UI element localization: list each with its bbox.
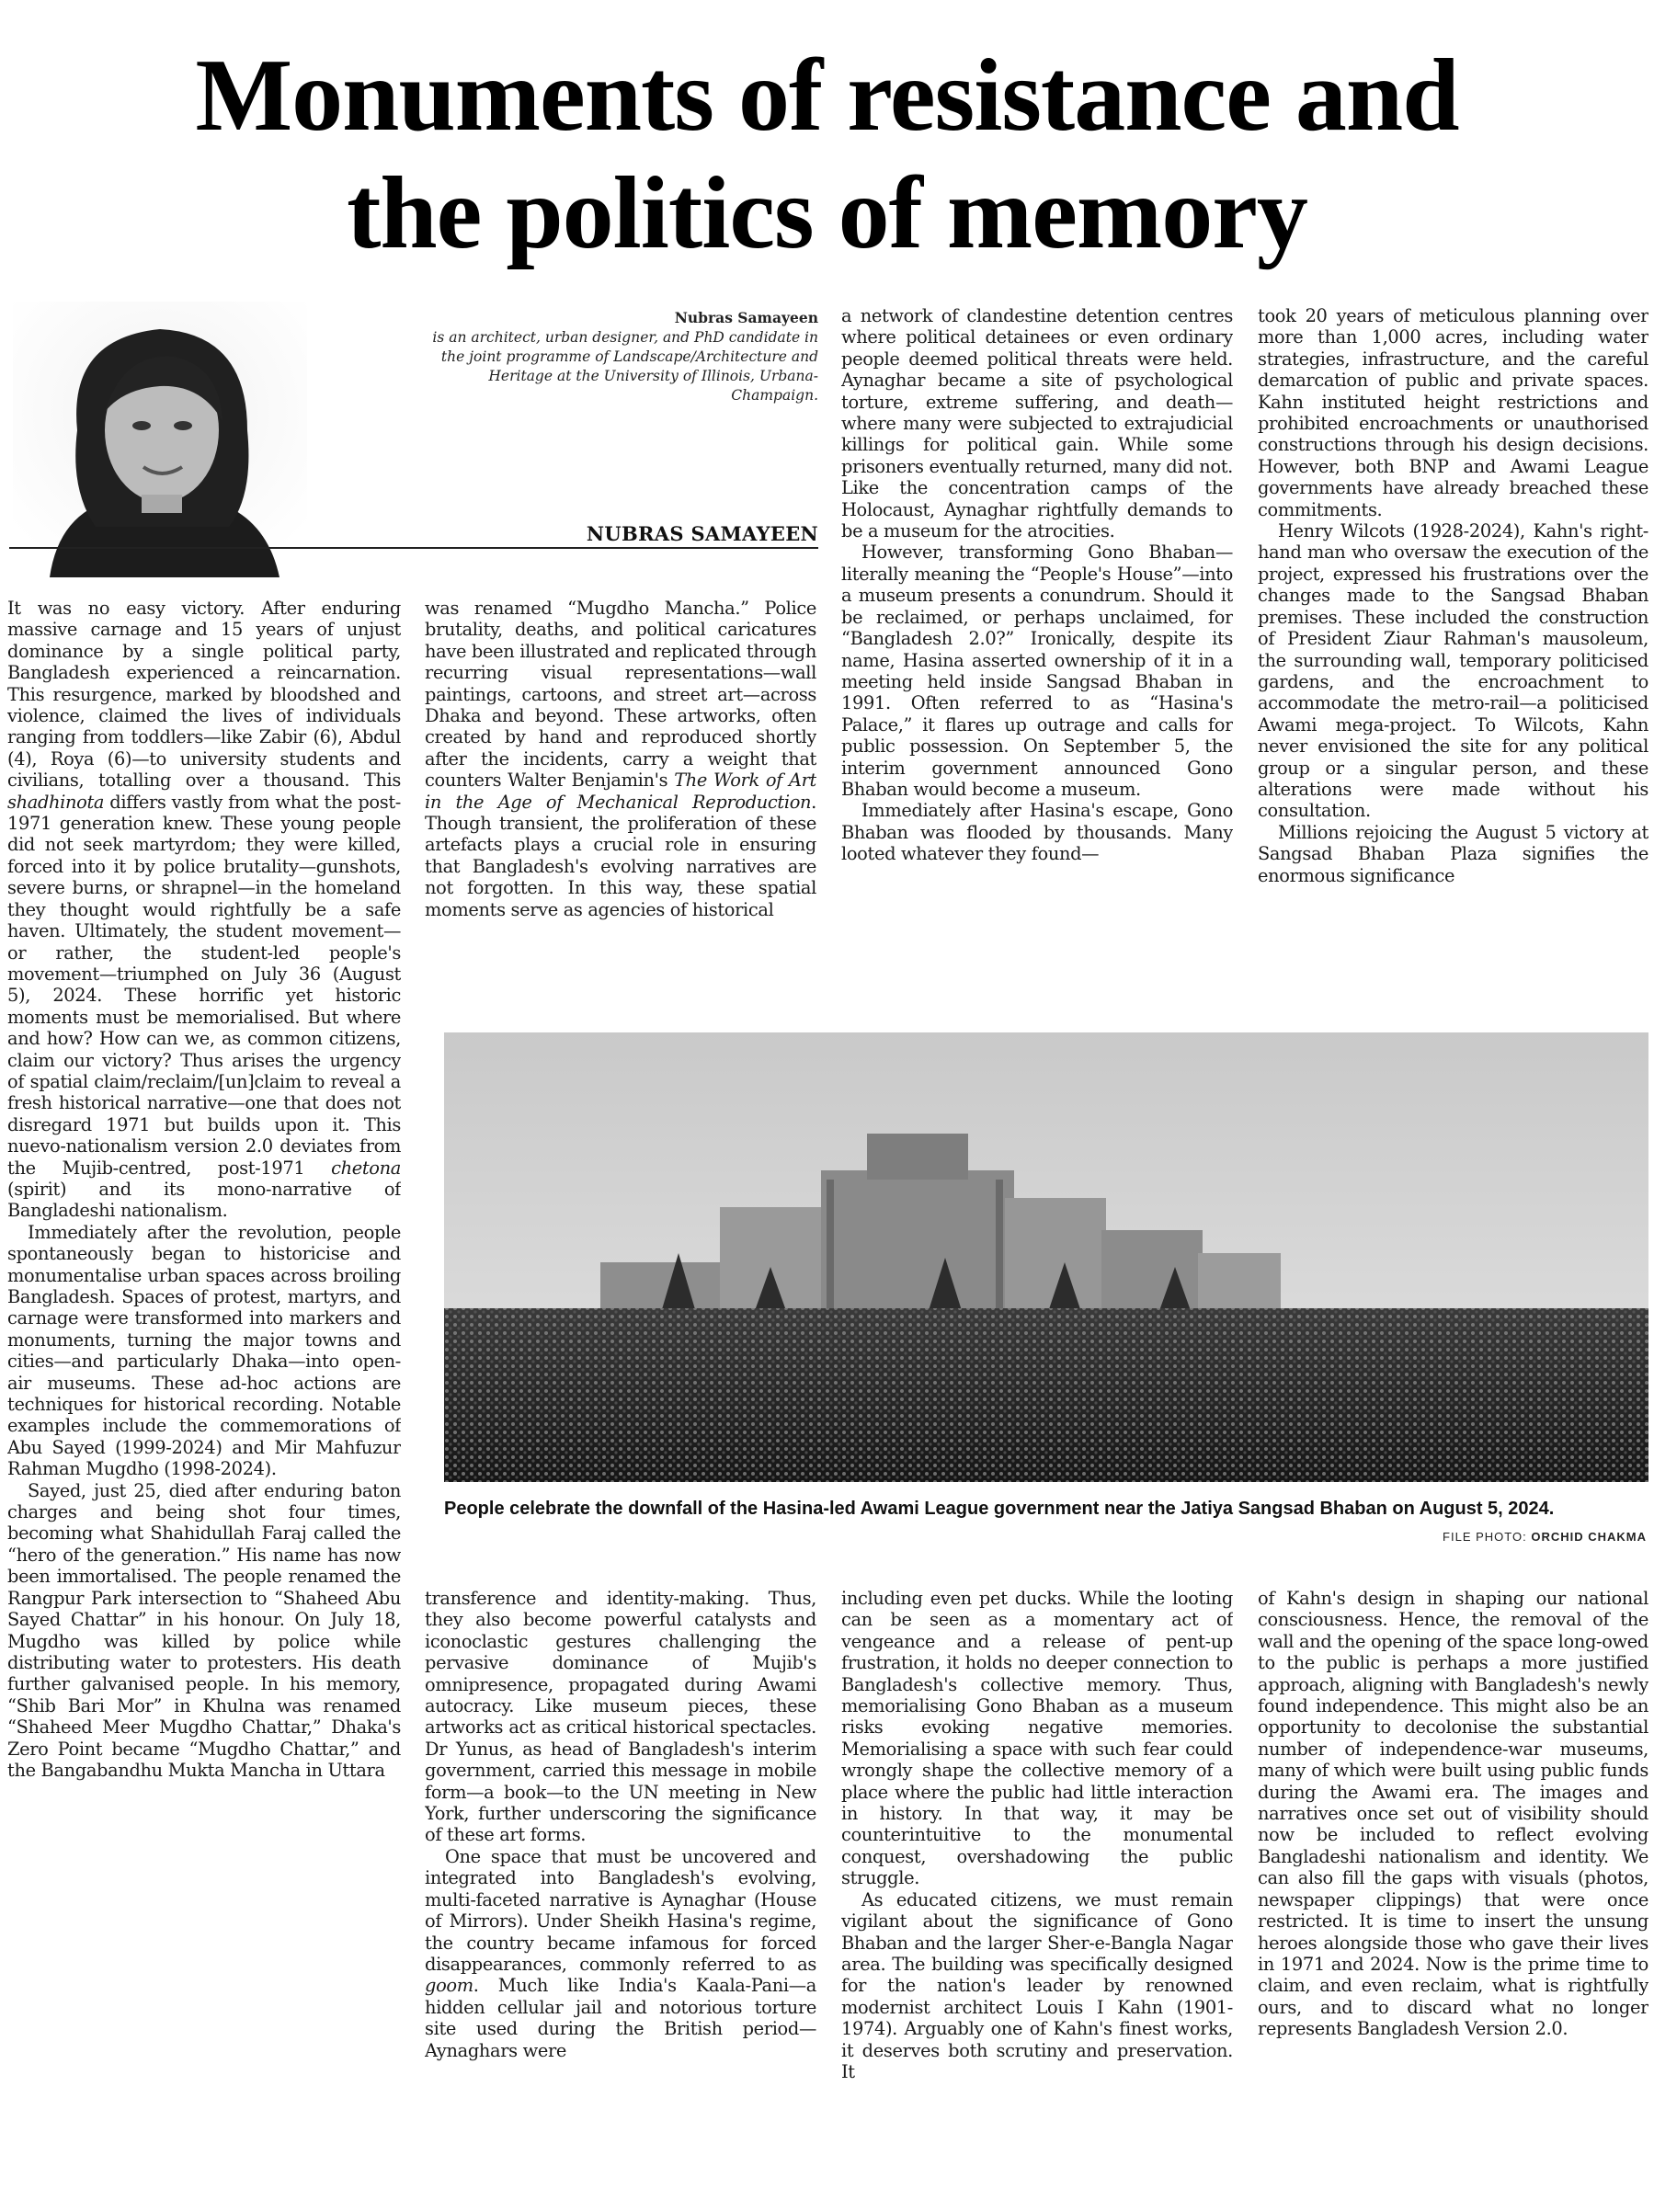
article-text: (spirit) and its mono-narrative of Bangladeshi nationalism. [7,1178,401,1222]
article-text: One space that must be uncovered and integrated into Bangladesh's evolving, multi-faceted narrative is Aynaghar (House of Mirrors). Under Sheikh Hasina's regime, the country became infamous for forced disappearances, commonly referred to as [425,1845,816,1975]
photo-credit-label: FILE PHOTO: [1443,1530,1527,1544]
article-column-2-bottom [425,1588,816,2202]
article-text: was renamed “Mugdho Mancha.” Police brutality, deaths, and political caricatures have been illustrated and replicated through recurring visual representations—wall paintings, cartoons, and street art—across Dhaka and beyond. These artworks, often created by hand and reproduced shortly after the incidents, carry a weight that counters Walter Benjamin's [425,598,816,792]
article-paragraph: Immediately after the revolution, people spontaneously began to historicise and monumentalise urban spaces across broiling Bangladesh. Spaces of protest, martyrs, and carnage were transformed into markers and monuments, turning the major towns and cities—and particularly Dhaka—into open-air museums. These ad-hoc actions are techniques for historical recording. Notable examples include the commemorations of Abu Sayed (1999-2024) and Mir Mahfuzur Rahman Mugdho (1998-2024). [7,1221,401,1480]
article-paragraph [425,1846,816,2061]
article-text-italic: shadhinota [7,791,105,813]
article-paragraph: However, transforming Gono Bhaban—literally meaning the “People's House”—into a museum presents a conundrum. Should it be reclaimed, or perhaps unclaimed, for “Bangladesh 2.0?” Ironically, despite its name, Hasina asserted ownership of it in a meeting held inside Sangsad Bhaban in 1991. Often referred to as “Hasina's Palace,” it flares up outrage and calls for public possession. On September 5, the interim government announced Gono Bhaban would become a museum. [841,542,1233,800]
article-paragraph [425,598,816,920]
article-column-4-top [1258,305,1648,1043]
photo-credit-name: ORCHID CHAKMA [1531,1530,1647,1544]
article-text-italic: goom [425,1975,473,1997]
author-name: NUBRAS SAMAYEEN [586,522,818,545]
headline-line-2: the politics of memory [347,156,1307,270]
article-paragraph: Immediately after Hasina's escape, Gono Bhaban was flooded by thousands. Many looted whatever they found— [841,800,1233,865]
author-divider [9,547,818,549]
article-column-1 [7,598,401,2202]
article-paragraph: As educated citizens, we must remain vigilant about the significance of Gono Bhaban and the larger Sher-e-Bangla Nagar area. The building was specifically designed for the nation's leader by renowned modernist architect Louis I Kahn (1901-1974). Arguably one of Kahn's finest works, it deserves both scrutiny and preservation. It [841,1888,1233,2082]
article-paragraph: including even pet ducks. While the looting can be seen as a momentary act of vengeance and a release of pent-up frustration, it holds no deeper connection to Bangladesh's collective memory. Thus, memorialising Gono Bhaban as a museum risks evoking negative memories. Memorialising a space with such fear could wrongly shape the collective memory of a place where the public had little interaction in history. In that way, it may be counterintuitive to the monumental conquest, overshadowing the public struggle. [841,1588,1233,1889]
article-paragraph: Millions rejoicing the August 5 victory at Sangsad Bhaban Plaza signifies the enormous significance [1258,821,1648,886]
article-column-4-bottom [1258,1588,1648,2202]
article-paragraph: of Kahn's design in shaping our national consciousness. Hence, the removal of the wall and the opening of the space long-owed to the public is perhaps a more justified approach, aligning with Bangladesh's newly found independence. This might also be an opportunity to decolonise the substantial number of independence-war museums, many of which were built using public funds during the Awami era. The images and narratives once set out of visibility should now be included to reflect evolving Bangladeshi nationalism and identity. We can also fill the gaps with visuals (photos, newspaper clippings) that were once restricted. It is time to insert the unsung heroes alongside those who gave their lives in 1971 and 2024. Now is the prime time to claim, and even reclaim, what is rightfully ours, and to discard what no longer represents Bangladesh Version 2.0. [1258,1588,1648,2040]
article-paragraph: took 20 years of meticulous planning over more than 1,000 acres, including water strategies, infrastructure, and the careful demarcation of public and private spaces. Kahn instituted height restrictions and prohibited encroachments or unauthorised constructions through his design decisions. However, both BNP and Awami League governments have already breached these commitments. [1258,305,1648,520]
article-text: It was no easy victory. After enduring massive carnage and 15 years of unjust dominance by a single political party, Bangladesh experienced a reincarnation. This resurgence, marked by bloodshed and violence, claimed the lives of individuals ranging from toddlers—like Zabir (6), Abdul (4), Roya (6)—to university students and civilians, totalling over a thousand. This [7,598,401,792]
photo-credit [1443,1530,1647,1544]
photo-caption: People celebrate the downfall of the Hasina-led Awami League government near the Jatiya Sangsad Bhaban on August 5, 2024. [444,1499,1555,1519]
byline-bio: is an architect, urban designer, and PhD candidate in the joint programme of Landscape/Architecture and Heritage at the University of Illinois, Urbana-Champaign. [432,329,818,404]
article-paragraph: transference and identity-making. Thus, they also become powerful catalysts and iconoclastic gestures challenging the pervasive dominance of Mujib's omnipresence, propagated during Awami autocracy. Like museum pieces, these artworks act as critical historical spectacles. Dr Yunus, as head of Bangladesh's interim government, carried this message in mobile form—a book—to the UN meeting in New York, further underscoring the significance of these art forms. [425,1588,816,1846]
byline-name: Nubras Samayeen [674,309,818,326]
author-byline [432,308,818,405]
article-text-italic: The Work of Art in the Age of Mechanical Reproduction [425,770,816,813]
headline [0,37,1654,272]
article-text: differs vastly from what the post-1971 generation knew. These young people did not seek martyrdom; they were killed, forced into it by police brutality—gunshots, severe burns, or shrapnel—in the homeland they thought would rightfully be a safe haven. Ultimately, the student movement—or rather, the student-led people's movement—triumphed on July 36 (August 5), 2024. These horrific yet historic moments must be memorialised. But where and how? How can we, as common citizens, claim our victory? Thus arises the urgency of spatial claim/reclaim/[un]claim to reveal a fresh historical narrative—one that does not disregard 1971 but builds upon it. This nuevo-nationalism version 2.0 deviates from the Mujib-centred, post-1971 [7,791,401,1179]
article-text: . Though transient, the proliferation of these artefacts plays a crucial role in ensuring that Bangladesh's evolving narratives are not forgotten. In this way, these spatial moments serve as agencies of historical [425,791,816,920]
author-portrait [13,302,307,577]
news-photo [444,1032,1648,1482]
headline-line-1: Monuments of resistance and [195,39,1459,153]
article-paragraph: Henry Wilcots (1928-2024), Kahn's right-hand man who oversaw the execution of the project, expressed his frustrations over the changes made to the Sangsad Bhaban premises. These included the construction of President Ziaur Rahman's mausoleum, the surrounding wall, temporary politicised gardens, and the encroachment to accommodate the metro-rail—a politicised Awami mega-project. To Wilcots, Kahn never envisioned the site for any political group or a singular person, and these alterations were made without his consultation. [1258,520,1648,822]
article-column-2-top [425,598,816,1043]
article-column-3-bottom [841,1588,1233,2202]
article-paragraph: a network of clandestine detention centres where political detainees or even ordinary people deemed political threats were held. Aynaghar became a site of psychological torture, extreme suffering, and death—where many were subjected to extrajudicial killings for political gain. While some prisoners eventually returned, many did not. Like the concentration camps of the Holocaust, Aynaghar rightfully demands to be a museum for the atrocities. [841,305,1233,542]
article-paragraph [7,598,401,1222]
article-text-italic: chetona [331,1157,401,1179]
article-text: . Much like India's Kaala-Pani—a hidden cellular jail and notorious torture site used during the British period—Aynaghars were [425,1975,816,2061]
article-paragraph: Sayed, just 25, died after enduring baton charges and being shot four times, becoming what Shahidullah Faraj called the “hero of the generation.” His name has now been immortalised. The people renamed the Rangpur Park intersection to “Shaheed Abu Sayed Chattar” in his honour. On July 18, Mugdho was killed by police while distributing water to protesters. His death further galvanised people. In his memory, “Shib Bari Mor” in Khulna was renamed “Shaheed Meer Mugdho Chattar,” Dhaka's Zero Point became “Mugdho Chattar,” and the Bangabandhu Mukta Mancha in Uttara [7,1479,401,1781]
article-column-3-top [841,305,1233,1043]
